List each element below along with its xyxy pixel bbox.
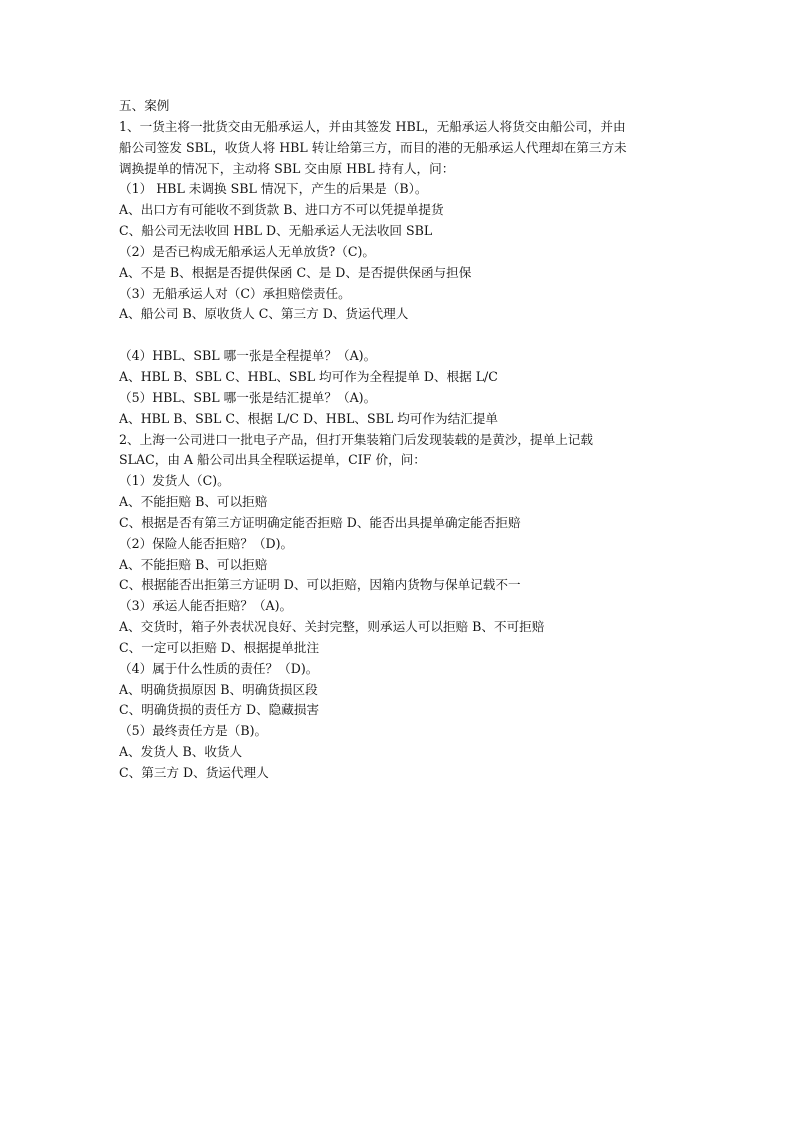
section-title: 五、案例	[119, 98, 170, 113]
case2-question-5: （5）最终责任方是（B)。	[119, 723, 268, 739]
case2-q4-options: C、明确货损的责任方 D、隐藏损害	[119, 702, 320, 718]
case1-question-2: （2）是否已构成无船承运人无单放货?（C)。	[119, 243, 376, 259]
case2-q3-options: A、交货时，箱子外表状况良好、关封完整，则承运人可以拒赔 B、不可拒赔	[119, 619, 545, 635]
case2-intro-line: 2、上海一公司进口一批电子产品，但打开集装箱门后发现装载的是黄沙，提单上记载	[119, 431, 593, 447]
case1-intro-line: 调换提单的情况下，主动将 SBL 交由原 HBL 持有人，问：	[119, 160, 455, 176]
case1-q4-options: A、HBL B、SBL C、HBL、SBL 均可作为全程提单 D、根据 L/C	[119, 368, 498, 384]
case2-intro-line: SLAC，由 A 船公司出具全程联运提单，CIF 价，问：	[119, 452, 426, 468]
case1-q5-options: A、HBL B、SBL C、根据 L/C D、HBL、SBL 均可作为结汇提单	[119, 410, 498, 426]
case2-q1-options: A、不能拒赔 B、可以拒赔	[119, 494, 268, 510]
blank-line	[119, 325, 679, 346]
case1-question-1: （1） HBL 未调换 SBL 情况下，产生的后果是（B）。	[119, 181, 428, 197]
case2-q1-options: C、根据是否有第三方证明确定能否拒赔 D、能否出具提单确定能否拒赔	[119, 514, 521, 530]
case2-q2-options: A、不能拒赔 B、可以拒赔	[119, 556, 268, 572]
case1-intro-line: 船公司签发 SBL，收货人将 HBL 转让给第三方，而目的港的无船承运人代理却在第三方未	[119, 139, 627, 155]
case1-q1-options: A、出口方有可能收不到货款 B、进口方不可以凭提单提货	[119, 202, 444, 218]
case1-question-3: （3）无船承运人对（C）承担赔偿责任。	[119, 285, 351, 301]
case2-question-2: （2）保险人能否拒赔？（D)。	[119, 535, 294, 551]
case2-q4-options: A、明确货损原因 B、明确货损区段	[119, 681, 318, 697]
case1-q1-options: C、船公司无法收回 HBL D、无船承运人无法收回 SBL	[119, 223, 433, 239]
case1-question-4: （4）HBL、SBL 哪一张是全程提单？（A)。	[119, 348, 377, 364]
case1-intro-line: 1、一货主将一批货交由无船承运人，并由其签发 HBL，无船承运人将货交由船公司，并由	[119, 118, 626, 134]
case1-q3-options: A、船公司 B、原收货人 C、第三方 D、货运代理人	[119, 306, 409, 322]
case2-q5-options: C、第三方 D、货运代理人	[119, 765, 269, 780]
case2-question-4: （4）属于什么性质的责任？（D)。	[119, 660, 319, 676]
case2-q2-options: C、根据能否出拒第三方证明 D、可以拒赔，因箱内货物与保单记载不一	[119, 577, 521, 593]
case2-q5-options: A、发货人 B、收货人	[119, 744, 243, 760]
case1-q2-options: A、不是 B、根据是否提供保函 C、是 D、是否提供保函与担保	[119, 264, 472, 280]
case2-question-3: （3）承运人能否拒赔？（A)。	[119, 598, 293, 614]
case1-question-5: （5）HBL、SBL 哪一张是结汇提单？（A)。	[119, 389, 377, 405]
case2-question-1: （1）发货人（C)。	[119, 473, 230, 489]
document-body	[119, 96, 679, 784]
case2-q3-options: C、一定可以拒赔 D、根据提单批注	[119, 639, 320, 655]
